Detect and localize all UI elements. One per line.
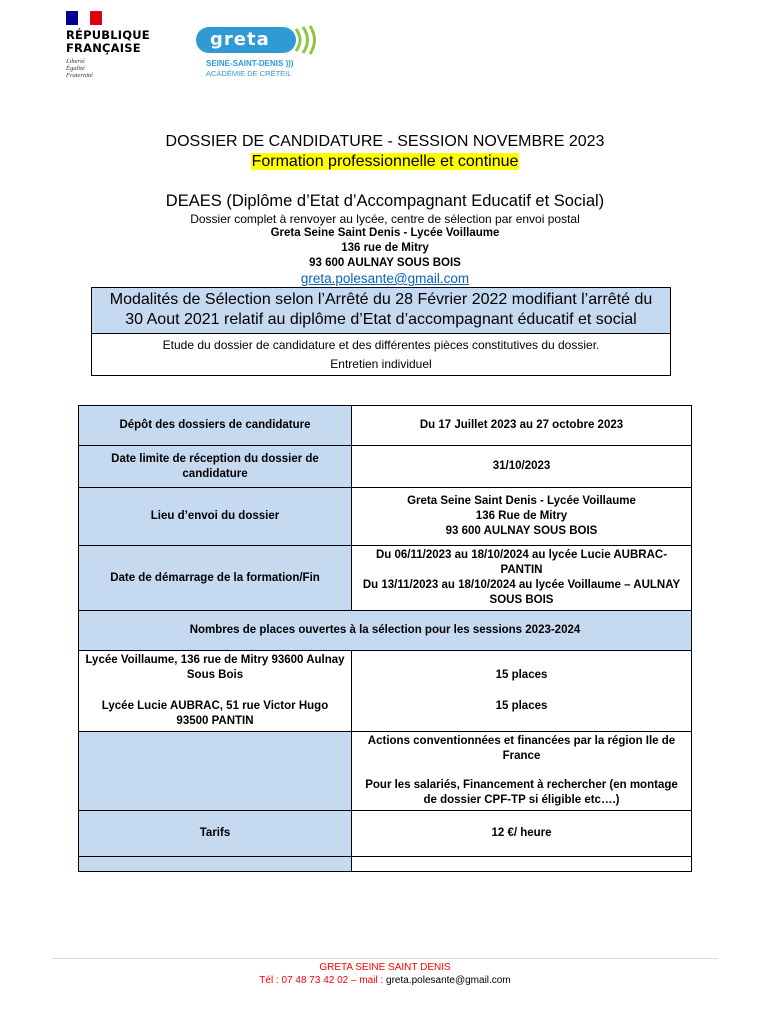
page-subtitle [0,153,770,171]
empty-cell [79,857,352,872]
table-row [79,546,692,611]
republique-francaise-logo [66,11,150,79]
demarrage-value [352,546,692,611]
actions-label [79,732,352,811]
table-row [79,446,692,488]
footer-contact [0,975,770,986]
greta-logo [196,25,320,81]
depot-label: Dépôt des dossiers de candidature [79,406,352,446]
lieu-value-line-3: 93 600 AULNAY SOUS BOIS [445,525,598,537]
rf-name [66,28,150,55]
table-row [79,857,692,872]
actions-line-1: Actions conventionnées et financées par la région Ile de France [367,735,676,762]
modalites-heading: Modalités de Sélection selon l’Arrêté du 28 Février 2022 modifiant l’arrêté du 30 Aout 2021 relatif au diplôme d’Etat d’accompagnant éducatif et social [92,288,670,334]
places-heading: Nombres de places ouvertes à la sélection pour les sessions 2023-2024 [79,611,692,651]
address-line-2: 136 rue de Mitry [341,242,429,254]
footer-divider [52,958,718,959]
site-1-places: 15 places [495,669,548,681]
lieu-value [352,488,692,546]
modalites-body [92,334,670,375]
diploma-title: DEAES (Diplôme d’Etat d’Accompagnant Educatif et Social) [165,192,605,210]
greta-logo-text: greta [210,29,270,50]
empty-cell [352,857,692,872]
modalites-line-2: Entretien individuel [330,357,432,371]
rf-motto-3: Fraternité [66,72,93,79]
rf-name-line2: FRANÇAISE [66,41,141,55]
greta-waves-icon [292,25,318,55]
french-flag-icon [66,11,102,25]
table-row [79,406,692,446]
table-row [79,488,692,546]
tarifs-label: Tarifs [79,811,352,857]
page-title: DOSSIER DE CANDIDATURE - SESSION NOVEMBRE 2023 [165,133,605,150]
highlighted-subtitle: Formation professionnelle et continue [251,153,519,170]
address-line-3: 93 600 AULNAY SOUS BOIS [309,257,461,269]
lieu-value-line-2: 136 Rue de Mitry [475,510,568,522]
rf-motto-2: Égalité [66,65,85,72]
table-row [79,651,692,732]
table-row [79,811,692,857]
modalites-line-1: Etude du dossier de candidature et des différentes pièces constitutives du dossier. [162,338,600,352]
footer-phone: Tél : 07 48 73 42 02 – mail : [259,975,387,986]
demarrage-value-line-2: Du 13/11/2023 au 18/10/2024 au lycée Voillaume – AULNAY SOUS BOIS [362,579,681,606]
information-table [78,405,692,872]
rf-motto [66,58,146,79]
lieu-label: Lieu d’envoi du dossier [79,488,352,546]
rf-motto-1: Liberté [66,58,85,65]
limite-label: Date limite de réception du dossier de candidature [79,446,352,488]
contact-email-link[interactable]: greta.polesante@gmail.com [300,271,470,286]
lieu-value-line-1: Greta Seine Saint Denis - Lycée Voillaume [407,495,636,507]
footer-organization: GRETA SEINE SAINT DENIS [319,962,451,973]
site-1-label: Lycée Voillaume, 136 rue de Mitry 93600 Aulnay Sous Bois [85,654,345,681]
dossier-instructions: Dossier complet à renvoyer au lycée, centre de sélection par envoi postal [190,212,580,226]
sites-value [352,651,692,732]
actions-value [352,732,692,811]
table-row [79,611,692,651]
modalites-box [91,287,671,376]
actions-line-2: Pour les salariés, Financement à rechercher (en montage de dossier CPF-TP si éligible etc….) [365,779,678,806]
depot-value: Du 17 Juillet 2023 au 27 octobre 2023 [352,406,692,446]
site-2-places: 15 places [495,700,548,712]
rf-name-line1: RÉPUBLIQUE [66,28,150,42]
limite-value: 31/10/2023 [352,446,692,488]
demarrage-value-line-1: Du 06/11/2023 au 18/10/2024 au lycée Lucie AUBRAC- PANTIN [375,549,668,576]
greta-logo-pill [196,27,296,53]
sites-label [79,651,352,732]
table-row [79,732,692,811]
greta-academie: ACADÉMIE DE CRÉTEIL [206,69,292,78]
address-line-1: Greta Seine Saint Denis - Lycée Voillaume [270,227,500,239]
footer-email-link[interactable]: greta.polesante@gmail.com [386,975,511,986]
tarifs-value: 12 €/ heure [352,811,692,857]
greta-region: SEINE-SAINT-DENIS ))) [206,59,294,68]
site-2-label: Lycée Lucie AUBRAC, 51 rue Victor Hugo 93500 PANTIN [101,700,329,727]
demarrage-label: Date de démarrage de la formation/Fin [79,546,352,611]
